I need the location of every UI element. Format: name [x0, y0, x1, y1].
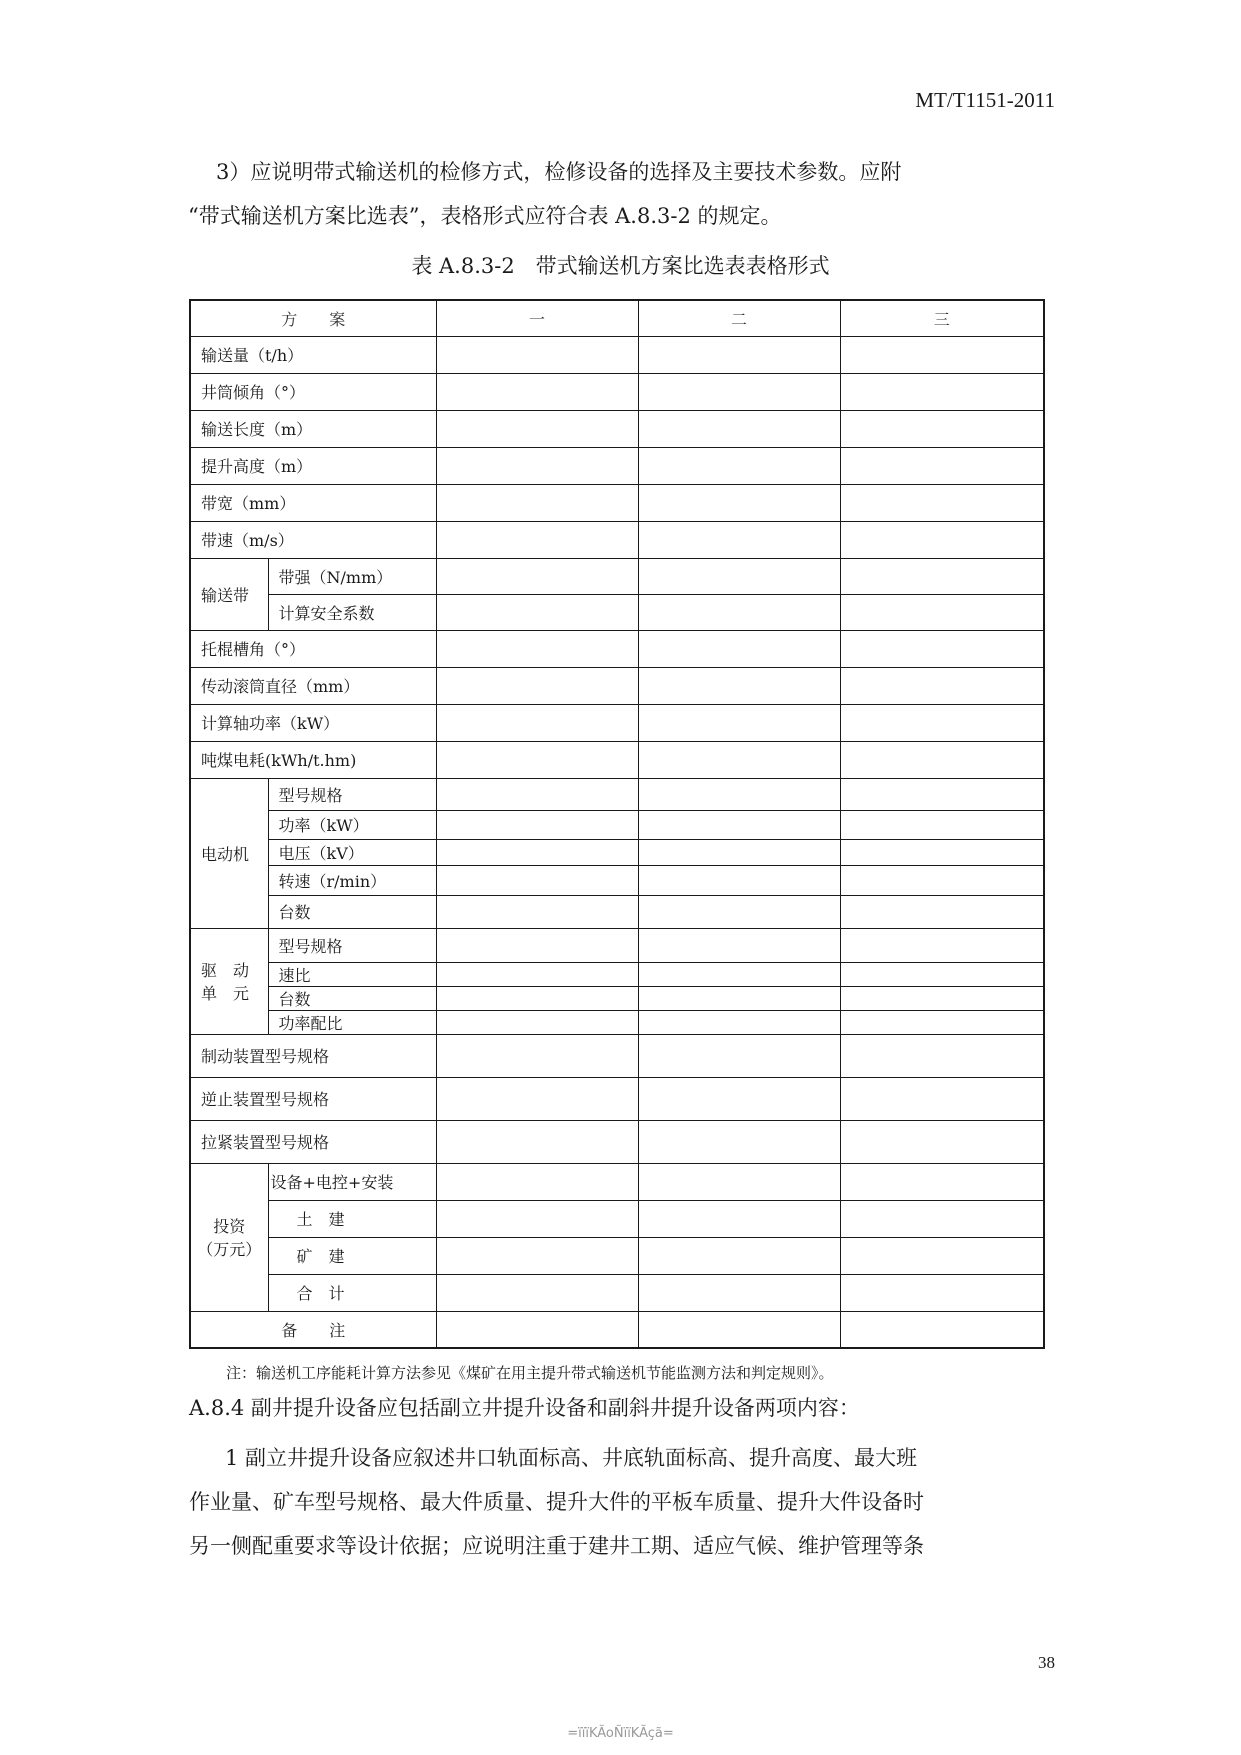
header-scheme: 方 案 [190, 300, 436, 336]
table-row [190, 558, 1044, 594]
value-cell[interactable] [638, 373, 840, 410]
row-label: 传动滚筒直径（mm） [190, 667, 436, 704]
value-cell[interactable] [638, 1034, 840, 1077]
value-cell[interactable] [638, 1274, 840, 1311]
row-label: 速比 [268, 962, 436, 986]
value-cell[interactable] [436, 741, 638, 778]
value-cell[interactable] [840, 1311, 1044, 1348]
value-cell[interactable] [436, 558, 638, 594]
row-label: 备 注 [190, 1311, 436, 1348]
group-label-motor: 电动机 [190, 778, 268, 928]
value-cell[interactable] [436, 962, 638, 986]
value-cell[interactable] [436, 1010, 638, 1034]
value-cell[interactable] [840, 928, 1044, 962]
row-label: 井筒倾角（°） [190, 373, 436, 410]
table-row [190, 1274, 1044, 1311]
value-cell[interactable] [436, 895, 638, 928]
row-label: 台数 [268, 895, 436, 928]
value-cell[interactable] [436, 1034, 638, 1077]
row-label: 型号规格 [268, 928, 436, 962]
value-cell[interactable] [436, 865, 638, 895]
row-label: 土 建 [268, 1200, 436, 1237]
value-cell[interactable] [638, 1010, 840, 1034]
page-footer: =ïïïKÃoÑïïKÃçã= [567, 1726, 674, 1741]
row-label: 计算安全系数 [268, 594, 436, 630]
row-label: 转速（r/min） [268, 865, 436, 895]
table-row [190, 895, 1044, 928]
value-cell[interactable] [840, 521, 1044, 558]
row-label: 矿 建 [268, 1237, 436, 1274]
group-label-investment-line-1: 投资 [213, 1217, 246, 1236]
value-cell[interactable] [840, 986, 1044, 1010]
row-label: 设备+电控+安装 [268, 1163, 436, 1200]
header-col-1: 一 [436, 300, 638, 336]
header-col-3: 三 [840, 300, 1044, 336]
value-cell[interactable] [840, 865, 1044, 895]
value-cell[interactable] [840, 594, 1044, 630]
value-cell[interactable] [840, 410, 1044, 447]
section-line-1: 1 副立井提升设备应叙述井口轨面标高、井底轨面标高、提升高度、最大班 [225, 1446, 918, 1470]
row-label: 输送长度（m） [190, 410, 436, 447]
row-label: 型号规格 [268, 778, 436, 810]
table-row [190, 778, 1044, 810]
table-row [190, 1034, 1044, 1077]
value-cell[interactable] [638, 865, 840, 895]
table-row [190, 962, 1044, 986]
value-cell[interactable] [436, 928, 638, 962]
header-col-2: 二 [638, 300, 840, 336]
value-cell[interactable] [436, 484, 638, 521]
table-row [190, 1311, 1044, 1348]
value-cell[interactable] [638, 928, 840, 962]
table-note: 注：输送机工序能耗计算方法参见《煤矿在用主提升带式输送机节能监测方法和判定规则》。 [226, 1364, 834, 1382]
group-label-drive [190, 928, 268, 1034]
value-cell[interactable] [840, 1274, 1044, 1311]
value-cell[interactable] [840, 558, 1044, 594]
value-cell[interactable] [638, 1163, 840, 1200]
table-row [190, 630, 1044, 667]
value-cell[interactable] [840, 704, 1044, 741]
table-row [190, 667, 1044, 704]
value-cell[interactable] [436, 336, 638, 373]
value-cell[interactable] [638, 810, 840, 839]
value-cell[interactable] [840, 484, 1044, 521]
row-label: 带强（N/mm） [268, 558, 436, 594]
value-cell[interactable] [638, 521, 840, 558]
section-line-2: 作业量、矿车型号规格、最大件质量、提升大件的平板车质量、提升大件设备时 [189, 1490, 924, 1514]
value-cell[interactable] [840, 1163, 1044, 1200]
value-cell[interactable] [436, 594, 638, 630]
value-cell[interactable] [840, 839, 1044, 865]
table-row [190, 447, 1044, 484]
value-cell[interactable] [436, 1274, 638, 1311]
value-cell[interactable] [840, 810, 1044, 839]
table-row [190, 986, 1044, 1010]
value-cell[interactable] [436, 1311, 638, 1348]
value-cell[interactable] [436, 778, 638, 810]
value-cell[interactable] [638, 410, 840, 447]
row-label: 带宽（mm） [190, 484, 436, 521]
row-label: 电压（kV） [268, 839, 436, 865]
value-cell[interactable] [436, 521, 638, 558]
value-cell[interactable] [638, 1237, 840, 1274]
value-cell[interactable] [638, 839, 840, 865]
value-cell[interactable] [638, 1311, 840, 1348]
group-label-investment [190, 1163, 268, 1311]
row-label: 托棍槽角（°） [190, 630, 436, 667]
row-label: 台数 [268, 986, 436, 1010]
value-cell[interactable] [840, 1200, 1044, 1237]
value-cell[interactable] [638, 1120, 840, 1163]
table-row [190, 1120, 1044, 1163]
row-label: 提升高度（m） [190, 447, 436, 484]
value-cell[interactable] [638, 895, 840, 928]
value-cell[interactable] [638, 594, 840, 630]
value-cell[interactable] [840, 1120, 1044, 1163]
scheme-comparison-table [189, 299, 1045, 1349]
table-row [190, 410, 1044, 447]
value-cell[interactable] [840, 962, 1044, 986]
value-cell[interactable] [436, 810, 638, 839]
page-number: 38 [1038, 1653, 1055, 1672]
value-cell[interactable] [436, 410, 638, 447]
value-cell[interactable] [840, 1010, 1044, 1034]
intro-line-2: “带式输送机方案比选表”，表格形式应符合表 A.8.3-2 的规定。 [188, 204, 782, 228]
row-label: 功率配比 [268, 1010, 436, 1034]
value-cell[interactable] [840, 1034, 1044, 1077]
table-row [190, 594, 1044, 630]
row-label: 合 计 [268, 1274, 436, 1311]
value-cell[interactable] [436, 1120, 638, 1163]
value-cell[interactable] [638, 630, 840, 667]
group-label-drive-line-1: 驱 动 [201, 961, 250, 980]
section-paragraph [189, 1436, 1063, 1568]
row-label: 带速（m/s） [190, 521, 436, 558]
value-cell[interactable] [436, 630, 638, 667]
value-cell[interactable] [840, 630, 1044, 667]
section-heading: A.8.4 副井提升设备应包括副立井提升设备和副斜井提升设备两项内容： [189, 1396, 860, 1420]
table-row [190, 865, 1044, 895]
intro-line-1: 3）应说明带式输送机的检修方式，检修设备的选择及主要技术参数。应附 [216, 160, 902, 184]
value-cell[interactable] [436, 1163, 638, 1200]
value-cell[interactable] [840, 336, 1044, 373]
value-cell[interactable] [436, 839, 638, 865]
standard-code: MT/T1151-2011 [915, 88, 1055, 112]
table-row [190, 1237, 1044, 1274]
value-cell[interactable] [436, 667, 638, 704]
value-cell[interactable] [436, 1237, 638, 1274]
table-row [190, 1077, 1044, 1120]
group-label-investment-line-2: （万元） [197, 1240, 262, 1259]
value-cell[interactable] [840, 447, 1044, 484]
table-row [190, 810, 1044, 839]
table-row [190, 336, 1044, 373]
value-cell[interactable] [638, 962, 840, 986]
table-row [190, 521, 1044, 558]
value-cell[interactable] [436, 447, 638, 484]
table-header-row [190, 300, 1044, 336]
row-label: 输送量（t/h） [190, 336, 436, 373]
value-cell[interactable] [638, 778, 840, 810]
value-cell[interactable] [638, 1077, 840, 1120]
value-cell[interactable] [840, 1077, 1044, 1120]
value-cell[interactable] [638, 447, 840, 484]
value-cell[interactable] [840, 741, 1044, 778]
value-cell[interactable] [638, 558, 840, 594]
table-row [190, 928, 1044, 962]
value-cell[interactable] [638, 741, 840, 778]
value-cell[interactable] [638, 336, 840, 373]
row-label: 计算轴功率（kW） [190, 704, 436, 741]
intro-paragraph [190, 150, 1060, 238]
row-label: 吨煤电耗(kWh/t.hm) [190, 741, 436, 778]
value-cell[interactable] [840, 1237, 1044, 1274]
table-row [190, 1200, 1044, 1237]
value-cell[interactable] [840, 667, 1044, 704]
value-cell[interactable] [436, 373, 638, 410]
group-label-belt: 输送带 [190, 558, 268, 630]
value-cell[interactable] [638, 667, 840, 704]
value-cell[interactable] [436, 1200, 638, 1237]
value-cell[interactable] [638, 1200, 840, 1237]
table-row [190, 704, 1044, 741]
value-cell[interactable] [840, 778, 1044, 810]
table-row [190, 484, 1044, 521]
value-cell[interactable] [638, 986, 840, 1010]
table-row [190, 1163, 1044, 1200]
row-label: 制动装置型号规格 [190, 1034, 436, 1077]
table-row [190, 1010, 1044, 1034]
table-row [190, 741, 1044, 778]
table-row [190, 839, 1044, 865]
value-cell[interactable] [436, 1077, 638, 1120]
value-cell[interactable] [436, 986, 638, 1010]
value-cell[interactable] [638, 704, 840, 741]
value-cell[interactable] [638, 484, 840, 521]
row-label: 拉紧装置型号规格 [190, 1120, 436, 1163]
value-cell[interactable] [840, 895, 1044, 928]
row-label: 逆止装置型号规格 [190, 1077, 436, 1120]
value-cell[interactable] [840, 373, 1044, 410]
table-row [190, 373, 1044, 410]
table-caption: 表 A.8.3-2 带式输送机方案比选表表格形式 [411, 254, 830, 278]
value-cell[interactable] [436, 704, 638, 741]
group-label-drive-line-2: 单 元 [201, 984, 250, 1003]
section-line-3: 另一侧配重要求等设计依据；应说明注重于建井工期、适应气候、维护管理等条 [189, 1534, 924, 1558]
row-label: 功率（kW） [268, 810, 436, 839]
